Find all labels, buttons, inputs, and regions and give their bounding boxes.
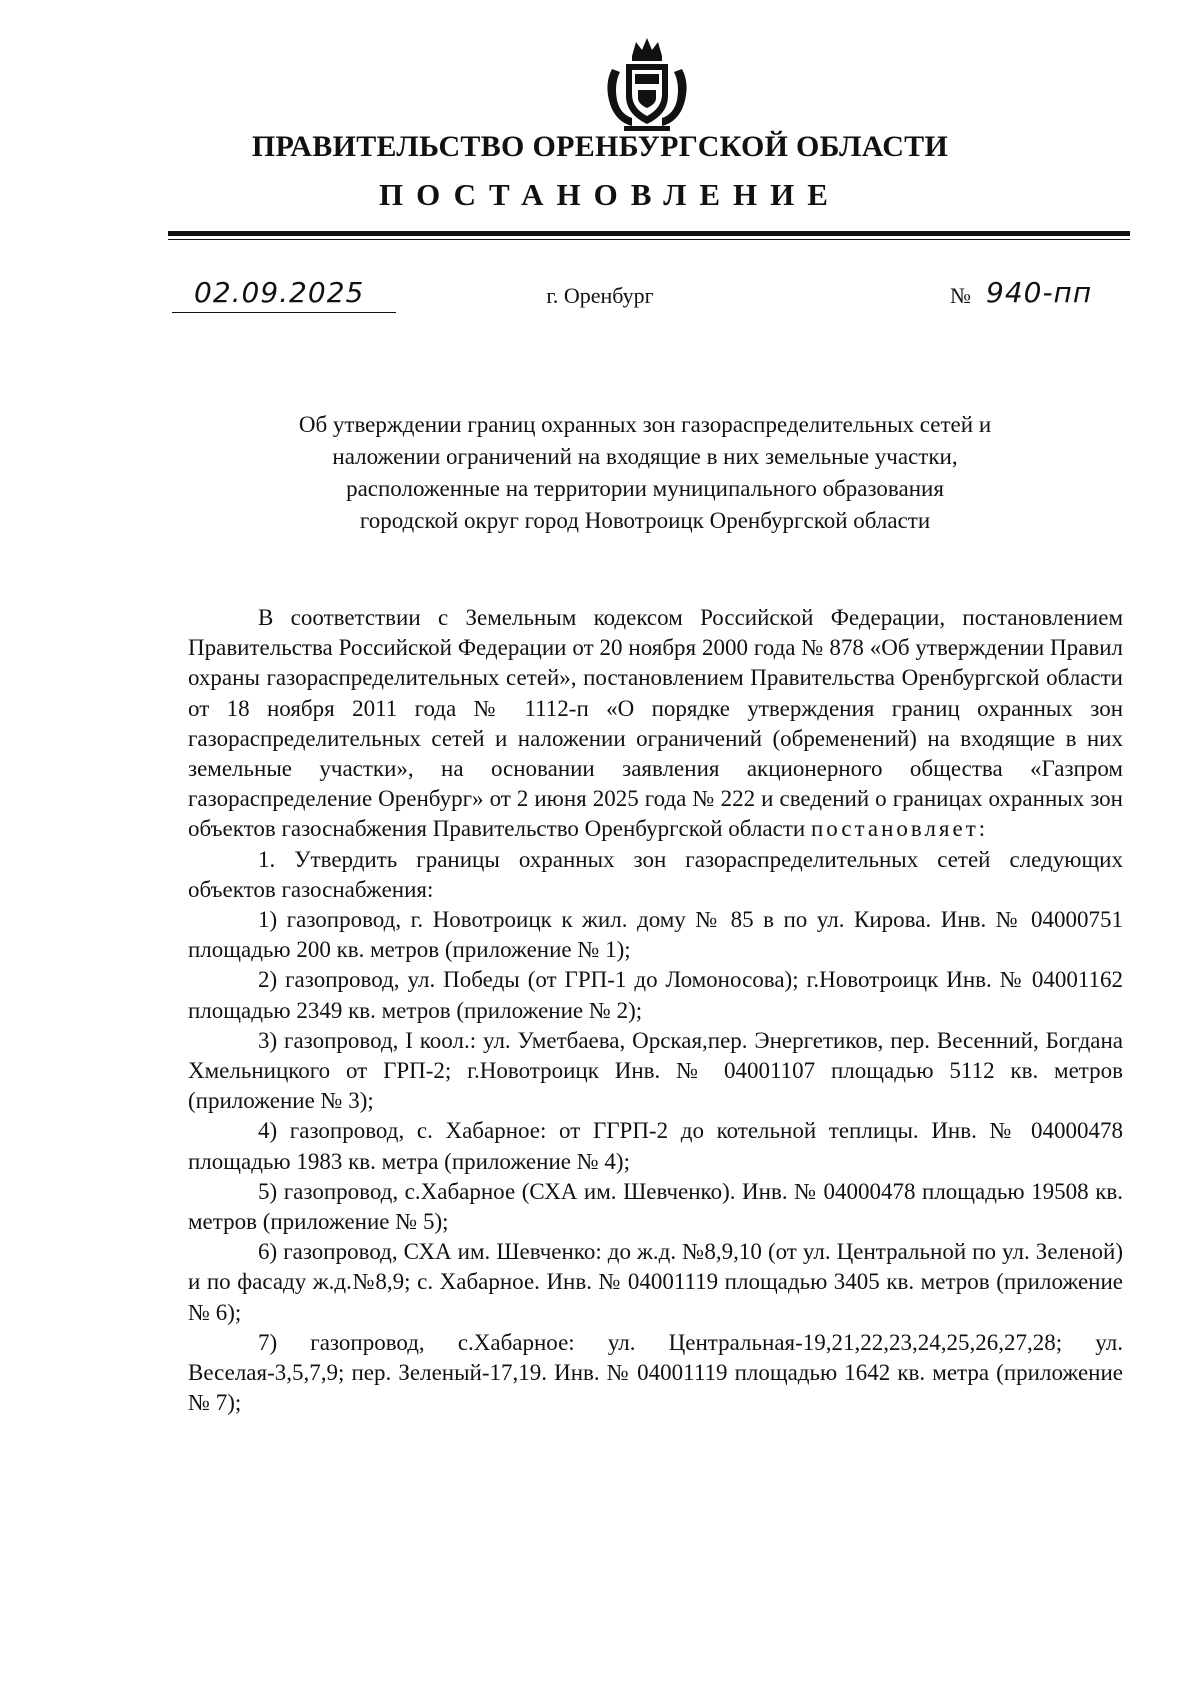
preamble-paragraph [188,603,1123,845]
resolves-word: постановляет: [810,816,989,842]
city-label: г. Оренбург [546,283,654,308]
list-item: 2) газопровод, ул. Победы (от ГРП-1 до Ломоносова); г.Новотроицк Инв. № 04001162 площадью 2349 кв. метров (приложение № 2); [188,967,1123,1023]
list-item: 4) газопровод, с. Хабарное: от ГГРП-2 до котельной теплицы. Инв. № 04000478 площадью 1983 кв. метра (приложение № 4); [188,1118,1123,1174]
subject-line: Об утверждении границ охранных зон газораспределительных сетей и [298,412,992,437]
handwritten-number: 940-пп [986,276,1093,309]
list-item: 7) газопровод, с.Хабарное: ул. Центральная-19,21,22,23,24,25,26,27,28; ул. Веселая-3,5,7,9; пер. Зеленый-17,19. Инв. № 04001119 площадью 1642 кв. метра (приложение № 7); [188,1329,1123,1416]
document-type-title: ПОСТАНОВЛЕНИЕ [379,177,841,212]
coat-of-arms-emblem-icon [602,34,692,134]
subject-line: расположенные на территории муниципального образования [346,476,944,501]
header-divider-thin [168,239,1130,240]
number-label: № [950,283,971,308]
subject-line: городской округ город Новотроицк Оренбургской области [359,508,931,533]
list-item: 6) газопровод, СХА им. Шевченко: до ж.д. №8,9,10 (от ул. Центральной по ул. Зеленой) и по фасаду ж.д.№8,9; с. Хабарное. Инв. № 04001119 площадью 3405 кв. метров (приложение № 6); [188,1239,1123,1325]
clause-1: 1. Утвердить границы охранных зон газораспределительных сетей следующих объектов газоснабжения: [188,846,1123,902]
document-body [188,603,1123,1418]
handwritten-date: 02.09.2025 [194,276,365,309]
document-subject [180,409,1110,537]
subject-line: наложении ограничений на входящие в них земельные участки, [332,444,958,469]
document-number-field [950,272,1120,312]
list-item: 3) газопровод, I коол.: ул. Уметбаева, Орская,пер. Энергетиков, пер. Весенний, Богдана Хмельницкого от ГРП-2; г.Новотроицк Инв. № 04001107 площадью 5112 кв. метров (приложение № 3); [188,1027,1123,1114]
header-divider-thick [168,231,1130,236]
list-item: 1) газопровод, г. Новотроицк к жил. дому № 85 в по ул. Кирова. Инв. № 04000751 площадью 200 кв. метров (приложение № 1); [188,907,1123,963]
organization-title: ПРАВИТЕЛЬСТВО ОРЕНБУРГСКОЙ ОБЛАСТИ [251,130,949,163]
list-item: 5) газопровод, с.Хабарное (СХА им. Шевченко). Инв. № 04000478 площадью 19508 кв. метров (приложение № 5); [188,1178,1123,1235]
preamble-text: В соответствии с Земельным кодексом Российской Федерации, постановлением Правительства Российской Федерации от 20 ноября 2000 года № 878 «Об утверждении Правил охраны газораспределительных сетей», постановлением Правительства Оренбургской области от 18 ноября 2011 года № 1112-п «О порядке утверждения границ охранных зон газораспределительных сетей и наложении ограничений (обременений) на входящие в них земельные участки», на основании заявления акционерного общества «Газпром газораспределение Оренбург» от 2 июня 2025 года № 222 и сведений о границах охранных зон объектов газоснабжения Правительство Оренбургской области [188,605,1123,842]
